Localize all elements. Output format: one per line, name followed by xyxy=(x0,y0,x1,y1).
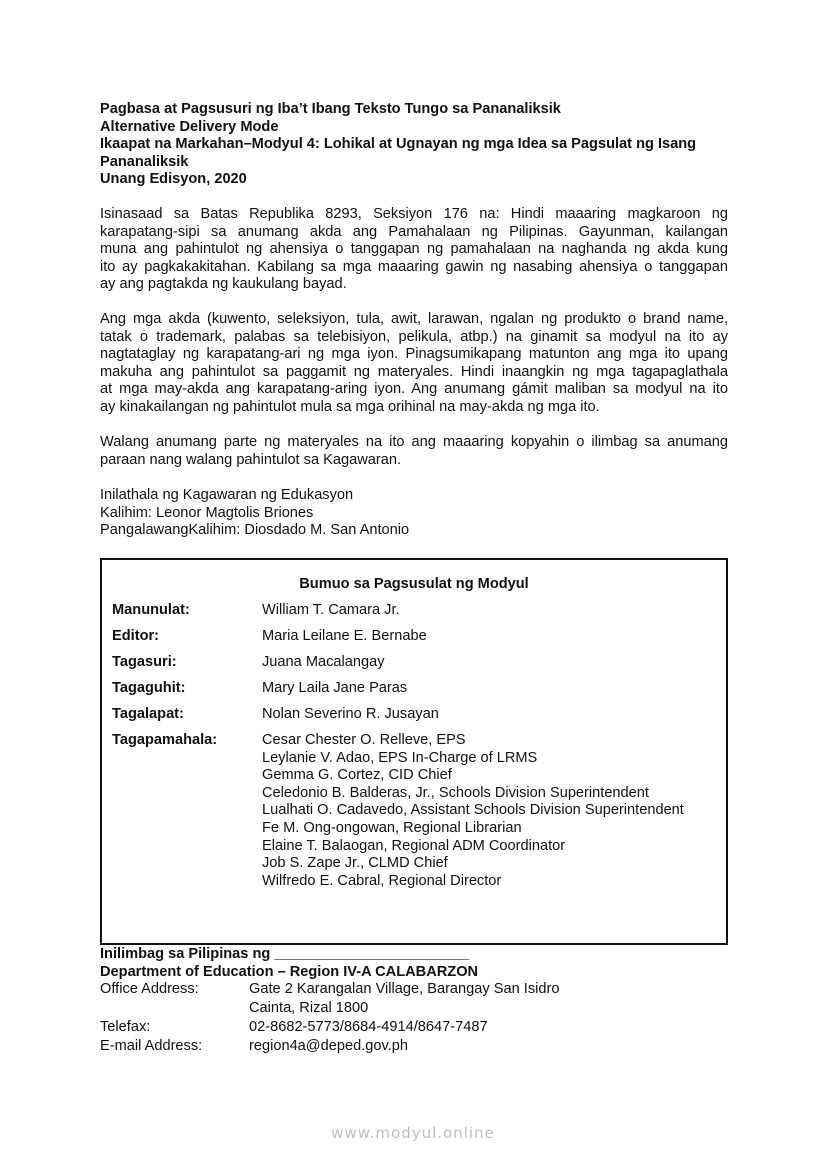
role-name: William T. Camara Jr. xyxy=(262,602,400,618)
paragraph-line: ay kinakailangan ng pahintulot mula sa mga orihinal na may-akda ng mga ito. xyxy=(100,398,600,415)
role-label: Tagapamahala: xyxy=(112,732,218,748)
credits-title: Bumuo sa Pagsusulat ng Modyul xyxy=(299,576,529,592)
paragraph-line: paraan nang walang pahintulot sa Kagawaran. xyxy=(100,451,402,468)
email-row xyxy=(100,1038,728,1057)
edition: Unang Edisyon, 2020 xyxy=(100,171,247,188)
office-address-row xyxy=(100,981,728,1000)
role-label: Tagaguhit: xyxy=(112,680,186,696)
manager-name: Cesar Chester O. Relleve, EPS xyxy=(262,732,466,748)
paragraph-line: makuha ang pahintulot sa paggamit ng materyales. Hindi inaangkin ng mga tagapaglathala xyxy=(100,363,728,380)
document-title: Pagbasa at Pagsusuri ng Iba’t Ibang Teksto Tungo sa Pananaliksik xyxy=(100,101,561,117)
role-name: Maria Leilane E. Bernabe xyxy=(262,628,427,644)
paragraph-line: ito ay pagkakakitahan. Kabilang sa mga maaaring gawin ng nasabing ahensiya o tanggapan xyxy=(100,258,728,275)
title-block xyxy=(100,101,728,189)
manager-name: Wilfredo E. Cabral, Regional Director xyxy=(262,872,502,889)
office-address-row-2 xyxy=(100,1000,728,1019)
telefax-value: 02-8682-5773/8684-4914/8647-7487 xyxy=(249,1019,488,1036)
manager-name: Fe M. Ong-ongowan, Regional Librarian xyxy=(262,819,522,836)
reproduction-paragraph xyxy=(100,434,728,469)
module-title-line2: Pananaliksik xyxy=(100,153,189,170)
undersecretary-line: PangalawangKalihim: Diosdado M. San Antonio xyxy=(100,522,410,539)
printed-in-line: Inilimbag sa Pilipinas ng ________________________ xyxy=(100,946,470,962)
office-address-label: Office Address: xyxy=(100,981,199,998)
telefax-label: Telefax: xyxy=(100,1019,151,1036)
publication-footer xyxy=(100,946,728,1057)
delivery-mode: Alternative Delivery Mode xyxy=(100,118,279,135)
materials-paragraph xyxy=(100,311,728,417)
role-name: Mary Laila Jane Paras xyxy=(262,680,408,696)
paragraph-line: muna ang pahintulot ng ahensiya o tanggapan ng pamahalaan na naghanda ng akda kung xyxy=(100,241,728,258)
paragraph-line: karapatang-sipi sa anumang akda ang Pamahalaan ng Pilipinas. Gayunman, kailangan xyxy=(100,223,728,240)
copyright-paragraph xyxy=(100,206,728,294)
role-name: Juana Macalangay xyxy=(262,654,385,670)
office-address-line1: Gate 2 Karangalan Village, Barangay San Isidro xyxy=(249,981,560,998)
publisher-officials xyxy=(100,487,728,540)
paragraph-line: Ang mga akda (kuwento, seleksiyon, tula, awit, larawan, ngalan ng produkto o brand name, xyxy=(100,311,728,327)
manager-name: Celedonio B. Balderas, Jr., Schools Division Superintendent xyxy=(262,784,649,801)
email-value: region4a@deped.gov.ph xyxy=(249,1038,408,1055)
manager-name: Elaine T. Balaogan, Regional ADM Coordinator xyxy=(262,837,566,854)
paragraph-line: at mga may-akda ang karapatang-aring iyon. Ang anumang gámit maliban sa modyul na ito xyxy=(100,381,728,398)
email-label: E-mail Address: xyxy=(100,1038,203,1055)
paragraph-line: tatak o trademark, palabas sa telebisiyon, pelikula, atbp.) na ginamit sa modyul na ito ay xyxy=(100,328,728,345)
paragraph-line: ay ang pagtakda ng kaukulang bayad. xyxy=(100,276,347,293)
paragraph-line: Isinasaad sa Batas Republika 8293, Seksiyon 176 na: Hindi maaaring magkaroon ng xyxy=(100,206,728,222)
office-address-line2: Cainta, Rizal 1800 xyxy=(249,1000,369,1017)
publisher-line: Inilathala ng Kagawaran ng Edukasyon xyxy=(100,487,354,503)
role-label: Tagalapat: xyxy=(112,706,184,722)
module-title-line1: Ikaapat na Markahan–Modyul 4: Lohikal at Ugnayan ng mga Idea sa Pagsulat ng Isang xyxy=(100,136,697,153)
role-label: Tagasuri: xyxy=(112,654,177,670)
role-name: Nolan Severino R. Jusayan xyxy=(262,706,439,722)
watermark: www.modyul.online xyxy=(331,1124,495,1142)
role-label: Editor: xyxy=(112,628,160,644)
manager-name: Lualhati O. Cadavedo, Assistant Schools Division Superintendent xyxy=(262,802,684,819)
manager-name: Job S. Zape Jr., CLMD Chief xyxy=(262,855,448,872)
department-line: Department of Education – Region IV-A CALABARZON xyxy=(100,963,479,980)
secretary-line: Kalihim: Leonor Magtolis Briones xyxy=(100,504,314,521)
telefax-row xyxy=(100,1019,728,1038)
manager-name: Gemma G. Cortez, CID Chief xyxy=(262,767,452,784)
paragraph-line: nagtataglay ng karapatang-ari ng mga iyon. Pinagsumikapang matunton ang mga ito upang xyxy=(100,346,728,363)
role-label: Manunulat: xyxy=(112,602,190,618)
credits-box xyxy=(100,558,728,945)
manager-name: Leylanie V. Adao, EPS In-Charge of LRMS xyxy=(262,749,538,766)
management-names xyxy=(262,732,684,890)
paragraph-line: Walang anumang parte ng materyales na ito ang maaaring kopyahin o ilimbag sa anumang xyxy=(100,434,728,450)
